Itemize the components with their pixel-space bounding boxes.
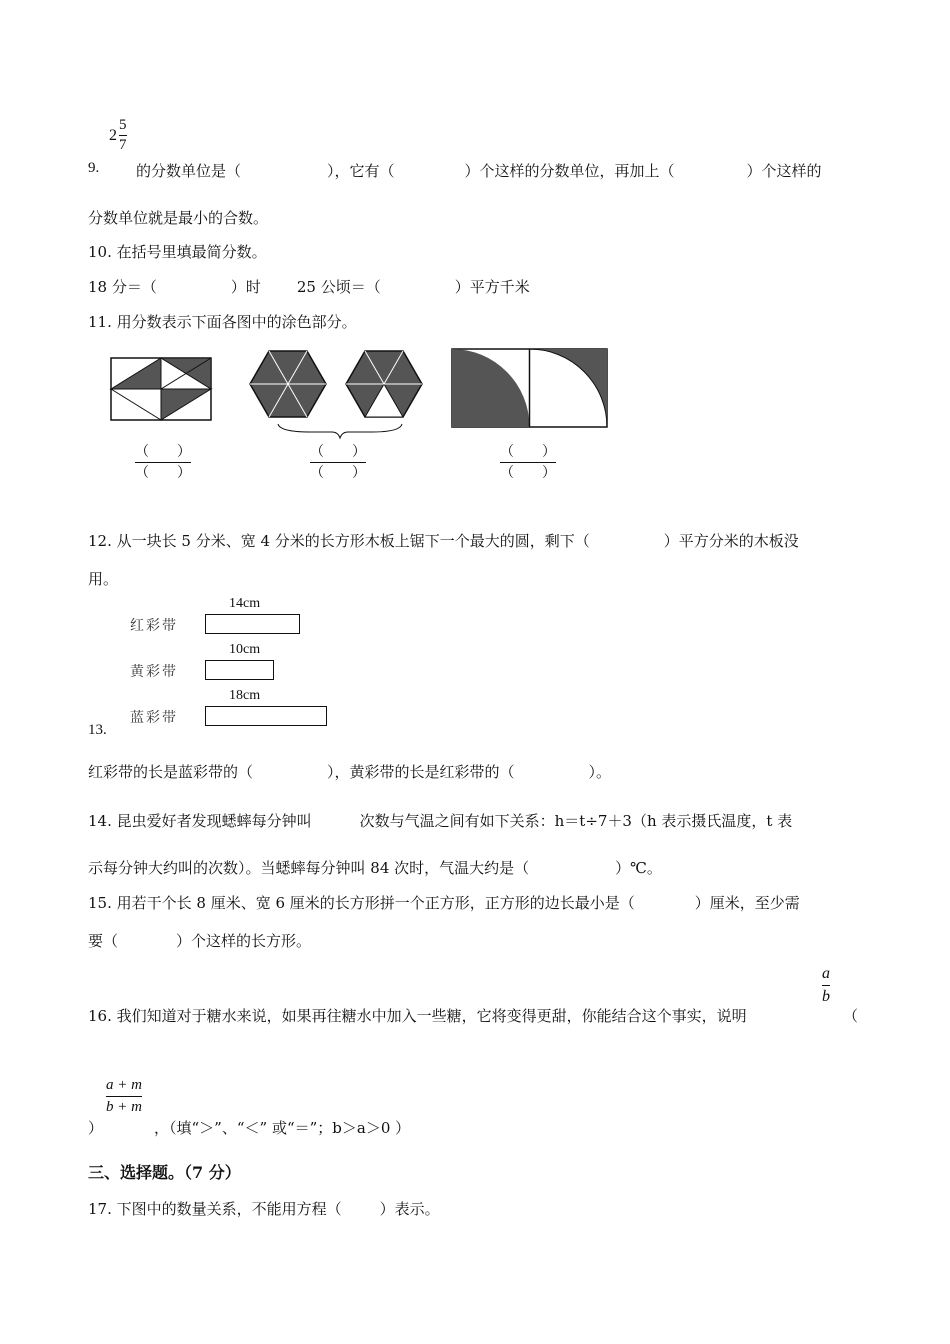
q9-mixed-whole: 2 — [109, 126, 117, 144]
q11-figure-quarter-circles — [452, 349, 607, 427]
q16-open-paren: （ — [843, 1007, 859, 1025]
q12-line2: 用。 — [88, 570, 119, 588]
q10-part-a: 18 分＝（ — [88, 278, 157, 296]
q13-blue-length: 18cm — [229, 688, 261, 703]
q16-tail: ，（填“＞”、“＜” 或“＝”；b＞a＞0 ） — [154, 1119, 411, 1137]
q13-red-label: 红彩带 — [130, 618, 178, 634]
q10-part-a-end: ）时 — [230, 278, 261, 296]
q11-figure-hexagon-1 — [250, 351, 326, 417]
q9-text1: 的分数单位是（ — [136, 162, 242, 180]
q15-line2: 要（ ）个这样的长方形。 — [88, 932, 312, 950]
q10-part-b-end: ）平方千米 — [454, 278, 530, 296]
q11-brace — [278, 424, 402, 438]
q9-line2: 分数单位就是最小的合数。 — [88, 209, 269, 227]
q11-figures — [100, 342, 630, 442]
q9-text3: ）个这样的分数单位，再加上（ — [464, 162, 675, 180]
q13-blue-label: 蓝彩带 — [130, 710, 178, 726]
q13-yellow-label: 黄彩带 — [130, 664, 178, 680]
q11-blank-2: （ ） （ ） — [310, 444, 366, 481]
q11-blank-1: （ ） （ ） — [135, 444, 191, 481]
q13-text: 红彩带的长是蓝彩带的（ ），黄彩带的长是红彩带的（ ）。 — [88, 763, 612, 781]
q12-line1: 12. 从一块长 5 分米、宽 4 分米的长方形木板上锯下一个最大的圆，剩下（ ）平方分米的木板没 — [88, 532, 799, 550]
q16-line1: 16. 我们知道对于糖水来说，如果再往糖水中加入一些糖，它将变得更甜，你能结合这个事实，说明 — [88, 1007, 747, 1025]
section3-title: 三、选择题。（7 分） — [88, 1163, 241, 1182]
q9-number: 9. — [88, 160, 100, 176]
q17-text: 17. 下图中的数量关系，不能用方程（ ）表示。 — [88, 1200, 440, 1218]
q9-text4: ）个这样的 — [746, 162, 822, 180]
q13-yellow-length: 10cm — [229, 642, 261, 657]
q10-answers — [88, 276, 530, 297]
q14-line2: 示每分钟大约叫的次数）。当蟋蟀每分钟叫 84 次时，气温大约是（ ）℃。 — [88, 859, 662, 877]
q11-figure-rectangle-triangles — [111, 358, 211, 420]
q9-line1 — [136, 160, 822, 181]
q16-frac-a-b: a b — [822, 965, 830, 1005]
q13-number: 13. — [88, 722, 107, 738]
q15-line1: 15. 用若干个长 8 厘米、宽 6 厘米的长方形拼一个正方形，正方形的边长最小是（ ）厘米，至少需 — [88, 894, 800, 912]
q13-red-length: 14cm — [229, 596, 261, 611]
q14-line1: 14. 昆虫爱好者发现蟋蟀每分钟叫 次数与气温之间有如下关系：h＝t÷7＋3（h 表示摄氏温度，t 表 — [88, 812, 793, 830]
q10-title: 10. 在括号里填最简分数。 — [88, 243, 267, 261]
q9-mixed-den: 7 — [119, 137, 127, 153]
q16-frac-am-bm: a + m b + m — [106, 1077, 142, 1115]
q11-figure-hexagon-2 — [346, 351, 422, 417]
q9-mixed-num: 5 — [119, 117, 127, 133]
q16-close-paren: ） — [88, 1119, 104, 1137]
q11-blank-3: （ ） （ ） — [500, 444, 556, 481]
q10-part-b: 25 公顷＝（ — [296, 278, 381, 296]
q13-red-band — [205, 614, 300, 634]
q13-yellow-band — [205, 660, 274, 680]
q13-blue-band — [205, 706, 327, 726]
q9-text2: ），它有（ — [327, 162, 395, 180]
q11-title: 11. 用分数表示下面各图中的涂色部分。 — [88, 313, 357, 331]
q9-mixed-number — [109, 118, 127, 153]
